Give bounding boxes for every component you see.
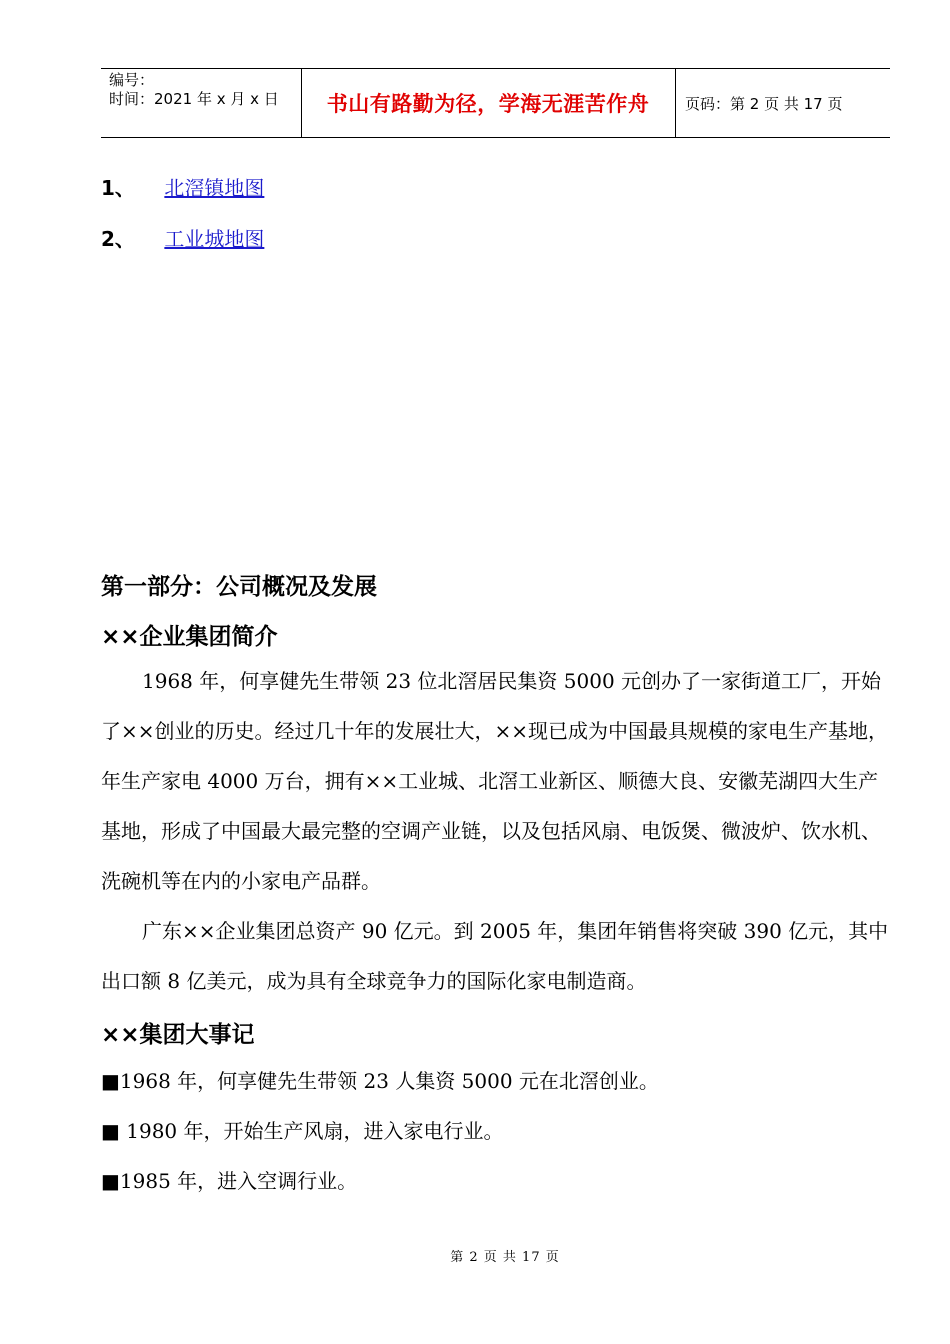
toc-item <box>101 172 264 201</box>
time-label: 时间：2021 年 x 月 x 日 <box>109 90 279 108</box>
events-title: ××集团大事记 <box>101 1022 255 1048</box>
header-divider <box>675 69 676 137</box>
toc-item <box>101 223 264 252</box>
event-item: ■1968 年，何享健先生带领 23 人集资 5000 元在北滘创业。 <box>101 1069 659 1093</box>
intro-paragraph: 1968 年，何享健先生带领 23 位北滘居民集资 5000 元创办了一家街道工厂，开始了××创业的历史。经过几十年的发展壮大，××现已成为中国最具规模的家电生产基地，年生产家电 4000 万台，拥有××工业城、北滘工业新区、顺德大良、安徽芜湖四大生产基地，形成了中国最大最完整的空调产业链，以及包括风扇、电饭煲、微波炉、饮水机、洗碗机等在内的小家电产品群。 <box>101 669 889 893</box>
event-item: ■ 1980 年，开始生产风扇，进入家电行业。 <box>101 1119 504 1143</box>
header-page-info: 页码：第 2 页 共 17 页 <box>685 94 843 113</box>
header-motto: 书山有路勤为径，学海无涯苦作舟 <box>326 92 650 116</box>
code-label: 编号： <box>109 71 155 89</box>
link-beijiao-map[interactable]: 北滘镇地图 <box>164 176 265 200</box>
link-industrial-city-map[interactable]: 工业城地图 <box>164 227 265 251</box>
event-item: ■1985 年，进入空调行业。 <box>101 1169 358 1193</box>
header-table <box>101 68 890 138</box>
assets-paragraph: 广东××企业集团总资产 90 亿元。到 2005 年，集团年销售将突破 390 亿元，其中出口额 8 亿美元，成为具有全球竞争力的国际化家电制造商。 <box>101 919 889 993</box>
header-left-cell <box>109 71 299 109</box>
toc-number: 1、 <box>101 176 135 200</box>
page-footer: 第 2 页 共 17 页 <box>450 1250 560 1265</box>
intro-title: ××企业集团简介 <box>101 624 278 650</box>
section-title: 第一部分：公司概况及发展 <box>101 574 377 600</box>
toc-number: 2、 <box>101 227 135 251</box>
